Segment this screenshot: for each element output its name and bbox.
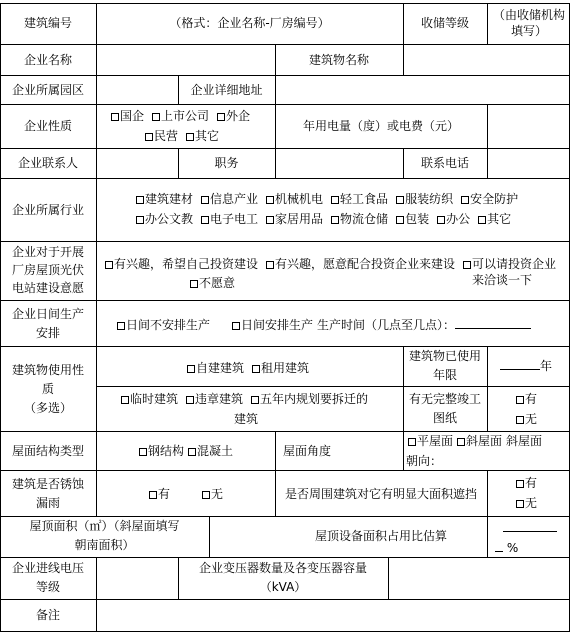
grid-line: [96, 431, 97, 470]
checkbox-icon: [516, 396, 524, 404]
orientation-label: 朝向：: [406, 454, 443, 468]
grid-line: [0, 557, 570, 558]
grid-line: [487, 516, 488, 557]
industry-option-office[interactable]: 办公: [437, 212, 470, 226]
daytime-label-2: 安排: [35, 326, 60, 340]
usage-option-demolition-cont: 建筑: [234, 412, 259, 426]
grid-line: [275, 75, 276, 104]
nature-option-foreign[interactable]: 外企: [217, 109, 250, 123]
industry-option-packaging[interactable]: 包装: [396, 212, 429, 226]
checkbox-icon: [187, 365, 195, 373]
usage-label-2: 质: [41, 382, 54, 396]
grid-line: [0, 300, 570, 301]
grid-line: [0, 241, 570, 242]
checkbox-icon: [111, 113, 119, 121]
daytime-label-1: 企业日间生产: [11, 307, 84, 321]
grid-line: [0, 431, 570, 432]
industry-option-it[interactable]: 信息产业: [201, 192, 258, 206]
checkbox-icon: [186, 396, 194, 404]
pv-option-self-invest[interactable]: 有兴趣，希望自己投资建设: [105, 257, 258, 271]
roof-slope-text: 斜屋面: [506, 434, 543, 448]
building-name-label: 建筑物名称: [308, 53, 369, 67]
pv-willingness-label-1: 企业对于开展: [11, 245, 84, 259]
equip-ratio-label: 屋顶设备面积占用比估算: [314, 529, 447, 543]
pv-willingness-options-line1: [105, 256, 558, 288]
grid-line: [275, 148, 276, 178]
shade-label: 是否周围建筑对它有明显大面积遮挡: [284, 487, 477, 501]
equip-ratio-percent: %: [495, 540, 518, 556]
pv-willingness-options-line2: [190, 275, 235, 291]
park-label: 企业所属园区: [11, 83, 84, 97]
grid-line: [96, 557, 97, 599]
checkbox-icon: [437, 216, 445, 224]
grid-line: [96, 178, 97, 241]
daytime-options: [117, 317, 531, 333]
usage-label-3: （多选）: [23, 401, 72, 415]
grid-line: [96, 104, 97, 148]
grid-line: [487, 104, 488, 148]
checkbox-icon: [408, 438, 416, 446]
checkbox-icon: [396, 216, 404, 224]
industry-option-food[interactable]: 轻工食品: [331, 192, 388, 206]
grid-line: [0, 599, 570, 600]
grid-line: [0, 346, 570, 347]
checkbox-icon: [266, 196, 274, 204]
percent-blank[interactable]: [495, 551, 503, 552]
checkbox-icon: [516, 416, 524, 424]
roof-angle-options: [408, 433, 542, 449]
drawings-label-1: 有无完整竣工: [408, 392, 481, 406]
grid-line: [0, 148, 570, 149]
voltage-label-2: 等级: [35, 580, 60, 594]
checkbox-icon: [202, 491, 210, 499]
transformer-label-2: （kVA）: [259, 580, 307, 594]
checkbox-icon: [145, 133, 153, 141]
checkbox-icon: [149, 491, 157, 499]
grid-line: [0, 178, 570, 179]
grid-line: [0, 75, 570, 76]
grid-line: [96, 241, 97, 300]
leak-option-no[interactable]: 无: [202, 486, 223, 502]
building-name-field[interactable]: [404, 46, 568, 73]
checkbox-icon: [266, 261, 274, 269]
grid-line: [388, 557, 389, 599]
production-time-label: 生产时间（几点至几点）：: [317, 318, 456, 332]
nature-options-line1: [111, 108, 250, 124]
checkbox-icon: [121, 396, 129, 404]
building-no-label: 建筑编号: [23, 16, 72, 30]
years-used-field[interactable]: 年: [500, 358, 552, 374]
grid-line: [96, 148, 97, 178]
building-no-format-hint: （格式：企业名称-厂房编号）: [169, 16, 330, 30]
checkbox-icon: [457, 438, 465, 446]
checkbox-icon: [152, 113, 160, 121]
leak-label-1: 建筑是否锈蚀: [11, 477, 84, 491]
checkbox-icon: [251, 396, 259, 404]
storage-level-label: 收储等级: [420, 16, 469, 30]
grid-line: [0, 104, 570, 105]
usage-option-temporary[interactable]: 临时建筑: [121, 392, 178, 406]
nature-option-listed[interactable]: 上市公司: [152, 109, 209, 123]
checkbox-icon: [266, 216, 274, 224]
grid-line: [403, 431, 404, 470]
pv-option-unwilling[interactable]: 不愿意: [190, 276, 235, 290]
checkbox-icon: [396, 196, 404, 204]
nature-label: 企业性质: [23, 119, 72, 133]
nature-option-state[interactable]: 国企: [111, 109, 144, 123]
address-label: 企业详细地址: [190, 83, 263, 97]
checkbox-icon: [516, 480, 524, 488]
grid-line: [0, 3, 570, 4]
drawings-option-no[interactable]: 无: [516, 411, 537, 427]
roof-area-label-2: 朝南面积）: [74, 538, 135, 552]
checkbox-icon: [463, 261, 471, 269]
industry-option-construction[interactable]: 建筑建材: [136, 192, 193, 206]
checkbox-icon: [201, 216, 209, 224]
transformer-label-1: 企业变压器数量及各变压器容量: [198, 561, 367, 575]
shade-option-yes[interactable]: 有: [516, 475, 537, 491]
usage-label-1: 建筑物使用性: [11, 363, 84, 377]
checkbox-icon: [217, 113, 225, 121]
grid-line: [209, 516, 210, 557]
leak-label-2: 漏雨: [35, 496, 60, 510]
checkbox-icon: [188, 448, 196, 456]
usage-options-line2: [121, 391, 368, 407]
checkbox-icon: [516, 500, 524, 508]
drawings-label-2: 图纸: [432, 411, 457, 425]
remarks-field[interactable]: [97, 601, 568, 630]
grid-line: [96, 75, 97, 104]
industry-option-logistics[interactable]: 物流仓储: [331, 212, 388, 226]
grid-line: [487, 470, 488, 516]
leak-option-yes[interactable]: 有: [149, 486, 170, 502]
voltage-label-1: 企业进线电压: [11, 561, 84, 575]
checkbox-icon: [136, 196, 144, 204]
grid-line: [96, 470, 97, 516]
grid-line: [275, 431, 276, 470]
grid-line: [0, 516, 570, 517]
drawings-option-yes[interactable]: 有: [516, 391, 537, 407]
industry-option-safety[interactable]: 安全防护: [461, 192, 518, 206]
grid-line: [487, 346, 488, 431]
industry-option-electronics[interactable]: 电子电工: [201, 212, 258, 226]
checkbox-icon: [117, 322, 125, 330]
roof-type-label: 屋面结构类型: [11, 444, 84, 458]
position-label: 职务: [214, 156, 239, 170]
company-name-label: 企业名称: [23, 53, 72, 67]
equip-ratio-field[interactable]: [503, 531, 557, 532]
industry-options-line2: [136, 211, 511, 227]
usage-options-line1: [187, 360, 309, 376]
phone-label: 联系电话: [420, 156, 469, 170]
years-used-blank[interactable]: [500, 369, 540, 370]
checkbox-icon: [461, 196, 469, 204]
grid-line: [0, 470, 570, 471]
grid-line: [96, 300, 97, 346]
checkbox-icon: [201, 196, 209, 204]
checkbox-icon: [331, 216, 339, 224]
company-name-field[interactable]: [97, 46, 274, 73]
grid-line: [0, 44, 570, 45]
pv-option-cooperate[interactable]: 有兴趣，愿意配合投资企业来建设: [266, 257, 455, 271]
daytime-option-none[interactable]: 日间不安排生产: [117, 318, 210, 332]
nature-option-private[interactable]: 民营: [145, 129, 178, 143]
industry-options-line1: [136, 191, 518, 207]
checkbox-icon: [331, 196, 339, 204]
remarks-label: 备注: [35, 608, 60, 622]
industry-option-home[interactable]: 家居用品: [266, 212, 323, 226]
checkbox-icon: [186, 133, 194, 141]
checkbox-icon: [139, 448, 147, 456]
roof-angle-label: 屋面角度: [283, 444, 332, 458]
usage-option-illegal[interactable]: 违章建筑: [186, 392, 243, 406]
grid-line: [96, 386, 570, 387]
grid-line: [96, 346, 97, 431]
checkbox-icon: [252, 365, 260, 373]
roof-option-concrete[interactable]: 混凝土: [188, 444, 233, 458]
nature-option-other[interactable]: 其它: [186, 129, 219, 143]
industry-label: 企业所属行业: [11, 203, 84, 217]
contact-label: 企业联系人: [17, 156, 78, 170]
daytime-option-yes[interactable]: 日间安排生产: [232, 318, 313, 332]
shade-option-no[interactable]: 无: [516, 495, 537, 511]
pv-option-negotiate[interactable]: 可以请投资企业来洽谈一下: [463, 257, 558, 271]
industry-option-textile[interactable]: 服装纺织: [396, 192, 453, 206]
roof-angle-option-flat[interactable]: 平屋面: [408, 434, 453, 448]
industry-option-machinery[interactable]: 机械机电: [266, 192, 323, 206]
pv-willingness-label-3: 电站建设意愿: [11, 281, 84, 295]
industry-option-other[interactable]: 其它: [478, 212, 511, 226]
pv-willingness-label-2: 厂房屋顶光伏: [11, 263, 84, 277]
usage-option-rented[interactable]: 租用建筑: [252, 361, 309, 375]
roof-option-steel[interactable]: 钢结构: [139, 444, 184, 458]
years-used-label-1: 建筑物已使用: [408, 349, 481, 363]
checkbox-icon: [232, 322, 240, 330]
power-usage-label: 年用电量（度）或电费（元）: [302, 119, 459, 133]
grid-line: [487, 148, 488, 178]
years-used-label-2: 年限: [432, 368, 457, 382]
industry-option-stationery[interactable]: 办公文教: [136, 212, 193, 226]
storage-level-note: （由收储机构填写）: [492, 8, 565, 38]
usage-option-demolition[interactable]: 五年内规划要拆迁的: [251, 392, 368, 406]
roof-area-label-1: 屋顶面积（㎡）（斜屋面填写: [29, 519, 180, 533]
roof-type-options: [139, 443, 233, 459]
production-time-field[interactable]: [455, 328, 531, 329]
checkbox-icon: [190, 280, 198, 288]
checkbox-icon: [105, 261, 113, 269]
roof-angle-option-slope[interactable]: 斜屋面: [457, 434, 502, 448]
checkbox-icon: [478, 216, 486, 224]
checkbox-icon: [136, 216, 144, 224]
nature-options-line2: [145, 128, 219, 144]
grid-line: [487, 3, 488, 44]
usage-option-self-built[interactable]: 自建建筑: [187, 361, 244, 375]
